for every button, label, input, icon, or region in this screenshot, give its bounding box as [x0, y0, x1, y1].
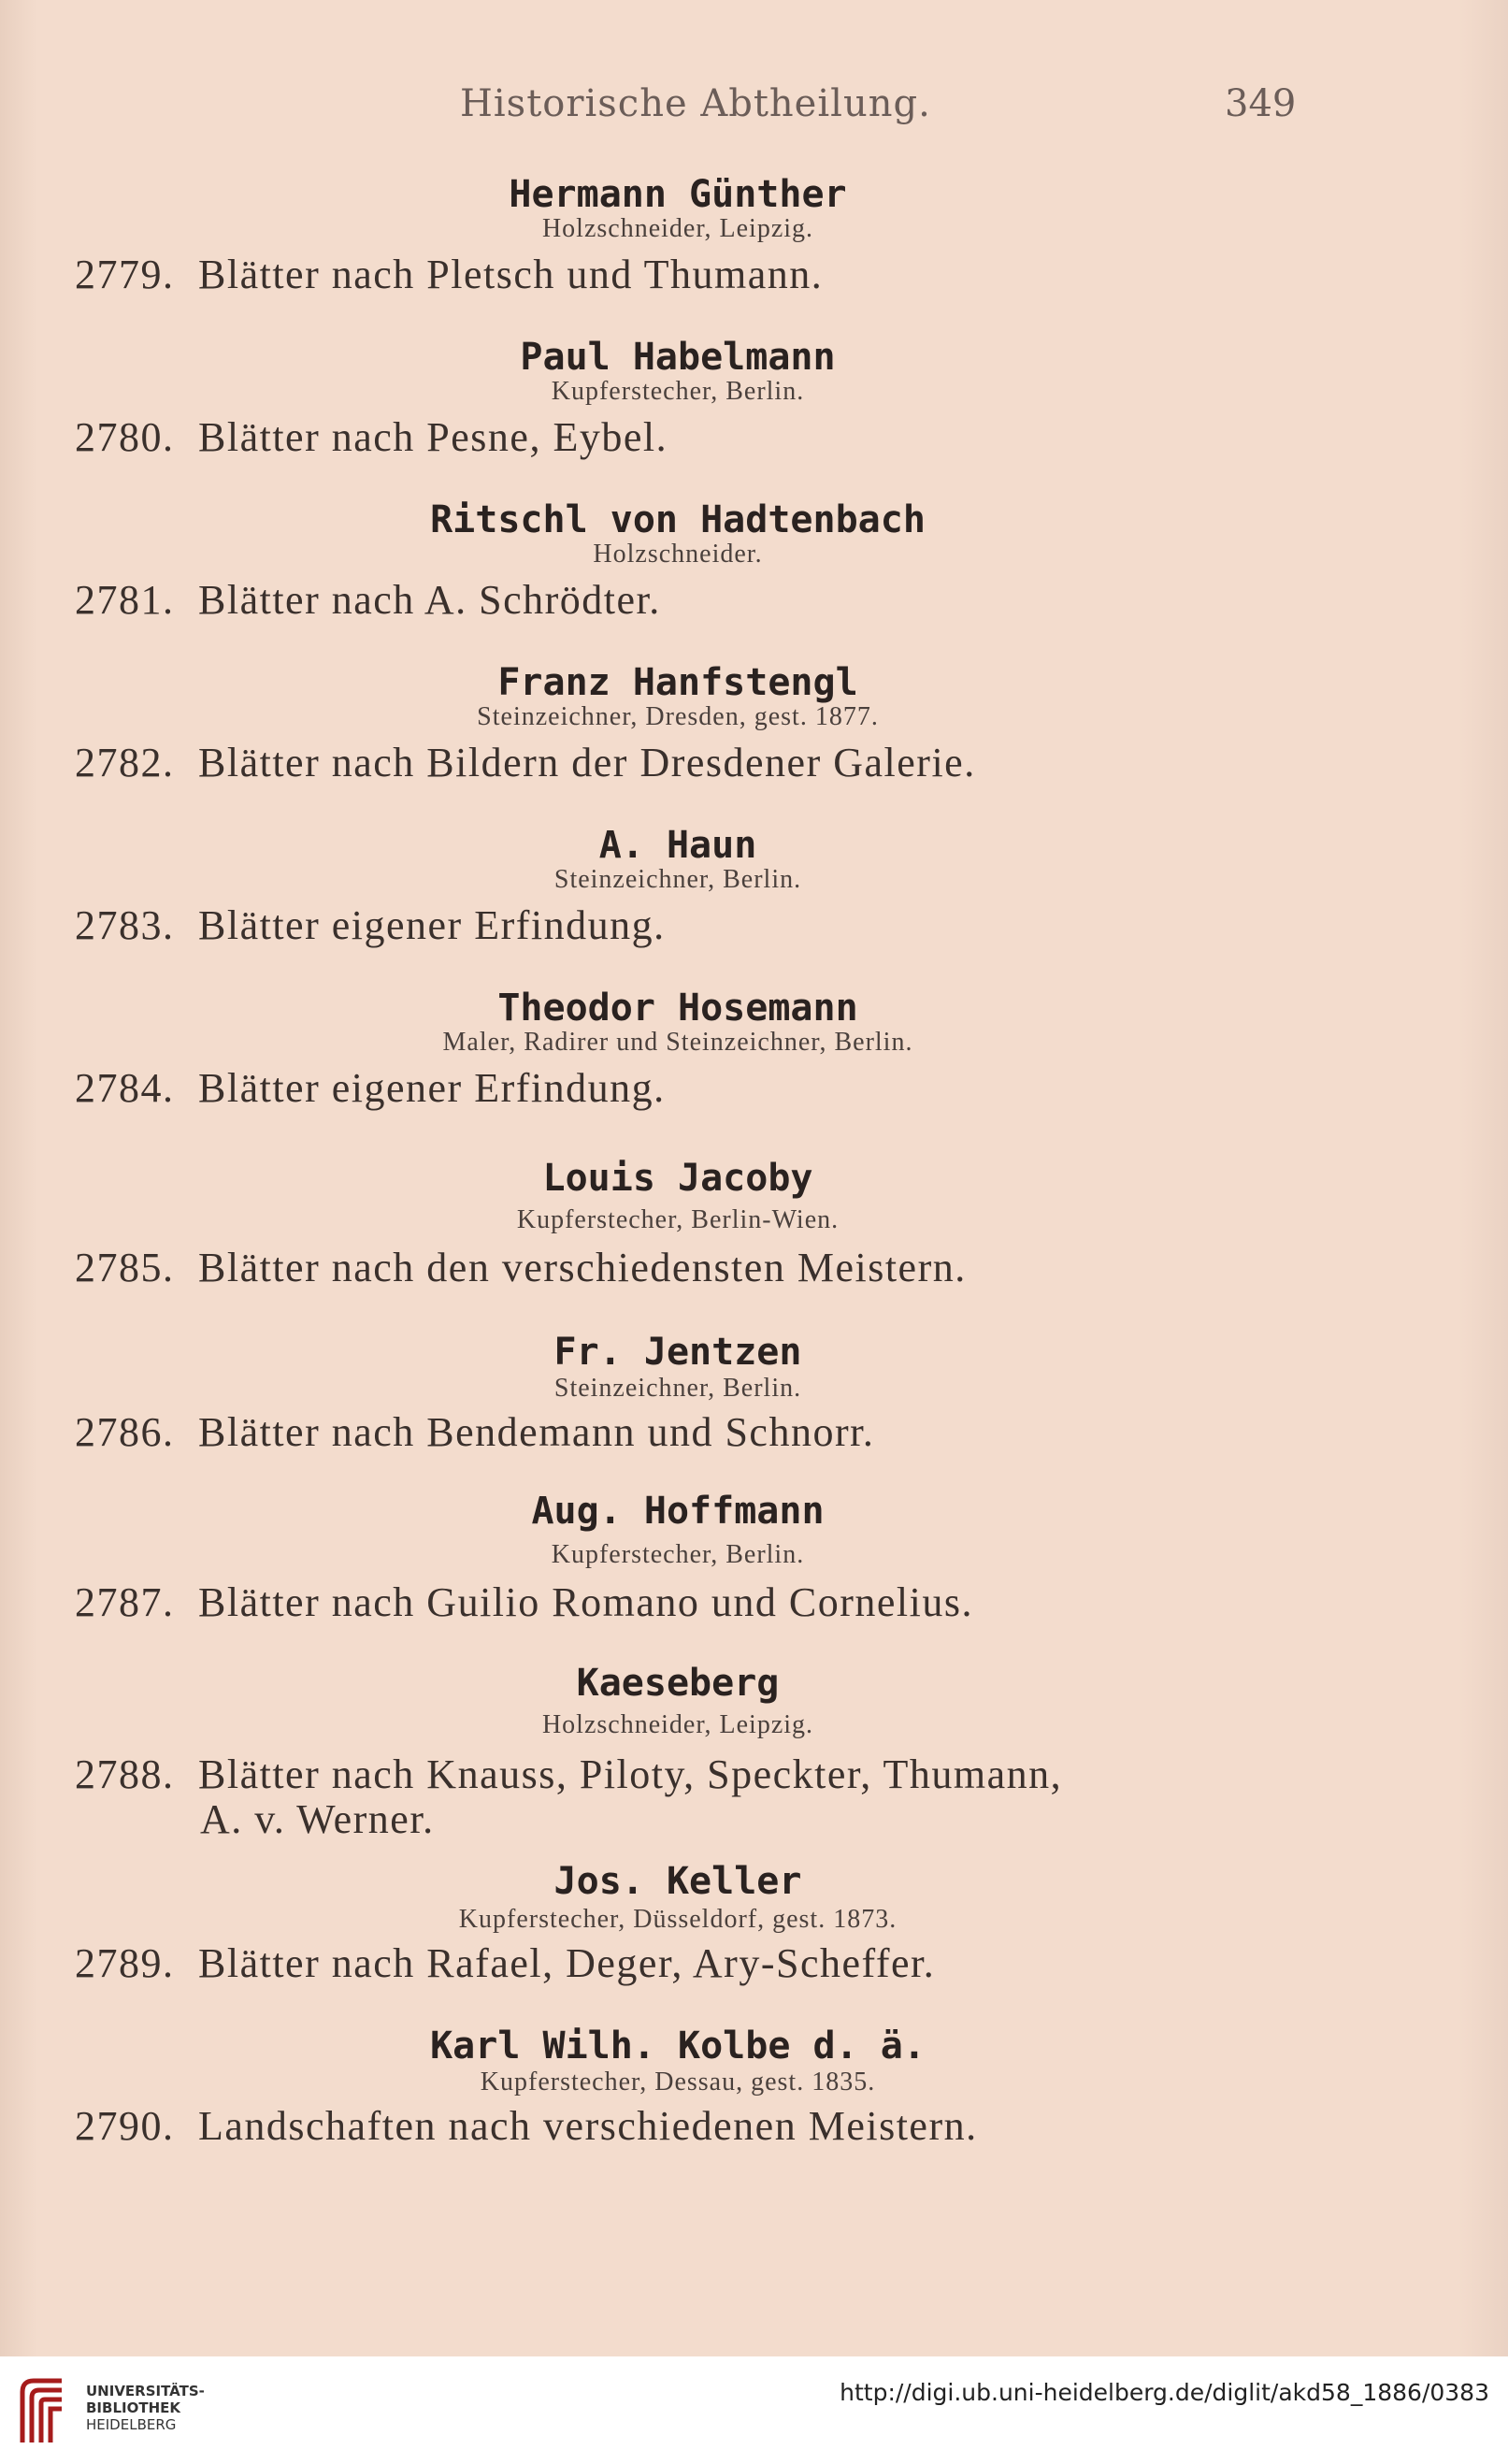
artist-role: Kupferstecher, Berlin.: [551, 1540, 805, 1569]
library-name-line-3: HEIDELBERG: [86, 2416, 177, 2433]
artist-role: Steinzeichner, Dresden, gest. 1877.: [477, 702, 879, 731]
library-name-line-1: UNIVERSITÄTS-: [86, 2383, 205, 2399]
item-number: 2783.: [75, 902, 175, 948]
item-number: 2781.: [75, 577, 175, 623]
running-title: Historische Abtheilung.: [460, 82, 931, 125]
item-number: 2787.: [75, 1579, 175, 1625]
item-number: 2789.: [75, 1940, 175, 1986]
catalog-item: [75, 1246, 1290, 1290]
artist-role: Holzschneider, Leipzig.: [541, 1710, 814, 1739]
item-number: 2784.: [75, 1065, 175, 1111]
catalog-item: [75, 2104, 1290, 2149]
item-number: 2785.: [75, 1245, 175, 1290]
artist-role: Maler, Radirer und Steinzeichner, Berlin.: [442, 1028, 913, 1057]
artist-name: Hermann Günther: [509, 173, 847, 216]
artist-role: Kupferstecher, Berlin.: [551, 377, 805, 406]
catalog-item: [75, 252, 1290, 297]
item-text: Blätter nach A. Schrödter.: [198, 577, 661, 623]
source-url-link[interactable]: http://digi.ub.uni-heidelberg.de/diglit/akd58_1886/0383: [840, 2379, 1489, 2406]
artist-role: Holzschneider.: [593, 540, 763, 569]
artist-name: Theodor Hosemann: [497, 987, 858, 1030]
library-footer: [0, 2356, 1508, 2464]
artist-role: Kupferstecher, Düsseldorf, gest. 1873.: [458, 1905, 898, 1934]
item-text: Blätter nach Rafael, Deger, Ary-Scheffer.: [198, 1940, 936, 1986]
catalog-item: [75, 1410, 1290, 1455]
artist-name: Karl Wilh. Kolbe d. ä.: [430, 2025, 926, 2068]
item-text: Blätter nach Bildern der Dresdener Galerie.: [198, 740, 976, 785]
item-text-continuation: A. v. Werner.: [200, 1796, 435, 1842]
item-text: Blätter nach Bendemann und Schnorr.: [198, 1409, 875, 1455]
library-name-line-2: BIBLIOTHEK: [86, 2399, 180, 2416]
item-text: Blätter eigener Erfindung.: [198, 1065, 666, 1111]
catalog-item: [75, 1941, 1290, 1986]
item-text: Blätter nach den verschiedensten Meistern.: [198, 1245, 967, 1290]
artist-name: Louis Jacoby: [542, 1157, 813, 1200]
artist-role: Kupferstecher, Dessau, gest. 1835.: [480, 2068, 876, 2097]
catalog-item: [75, 1580, 1290, 1625]
artist-name: Fr. Jentzen: [553, 1331, 802, 1374]
catalog-item: [75, 1066, 1290, 1111]
artist-name: Paul Habelmann: [520, 336, 836, 379]
item-text: Blätter nach Guilio Romano und Cornelius.: [198, 1579, 973, 1625]
item-text: Blätter eigener Erfindung.: [198, 902, 666, 948]
artist-role: Steinzeichner, Berlin.: [553, 865, 802, 894]
page-header: [0, 82, 1508, 129]
library-name: [86, 2383, 205, 2433]
artist-name: Jos. Keller: [553, 1860, 802, 1903]
item-text: Blätter nach Knauss, Piloty, Speckter, Thumann,: [198, 1751, 1063, 1797]
item-number: 2788.: [75, 1751, 175, 1797]
item-number: 2780.: [75, 414, 175, 460]
item-number: 2786.: [75, 1409, 175, 1455]
catalog-item: [75, 903, 1290, 948]
artist-name: Aug. Hoffmann: [531, 1490, 825, 1533]
catalog-item: [75, 415, 1290, 460]
item-text: Landschaften nach verschiedenen Meistern.: [198, 2103, 978, 2149]
catalog-item: [75, 578, 1290, 623]
item-number: 2779.: [75, 252, 175, 297]
artist-role: Kupferstecher, Berlin-Wien.: [516, 1205, 840, 1234]
artist-role: Holzschneider, Leipzig.: [541, 214, 814, 243]
item-text: Blätter nach Pletsch und Thumann.: [198, 252, 824, 297]
catalog-item: [75, 1752, 1290, 1842]
artist-role: Steinzeichner, Berlin.: [553, 1374, 802, 1403]
artist-name: Ritschl von Hadtenbach: [430, 498, 926, 541]
item-number: 2782.: [75, 740, 175, 785]
item-number: 2790.: [75, 2103, 175, 2149]
catalog-item: [75, 741, 1290, 785]
library-logo-icon: [15, 2373, 71, 2448]
item-text: Blätter nach Pesne, Eybel.: [198, 414, 668, 460]
artist-name: Franz Hanfstengl: [497, 661, 858, 704]
page-number: 349: [1225, 82, 1297, 125]
artist-name: A. Haun: [598, 824, 757, 867]
artist-name: Kaeseberg: [576, 1662, 780, 1705]
